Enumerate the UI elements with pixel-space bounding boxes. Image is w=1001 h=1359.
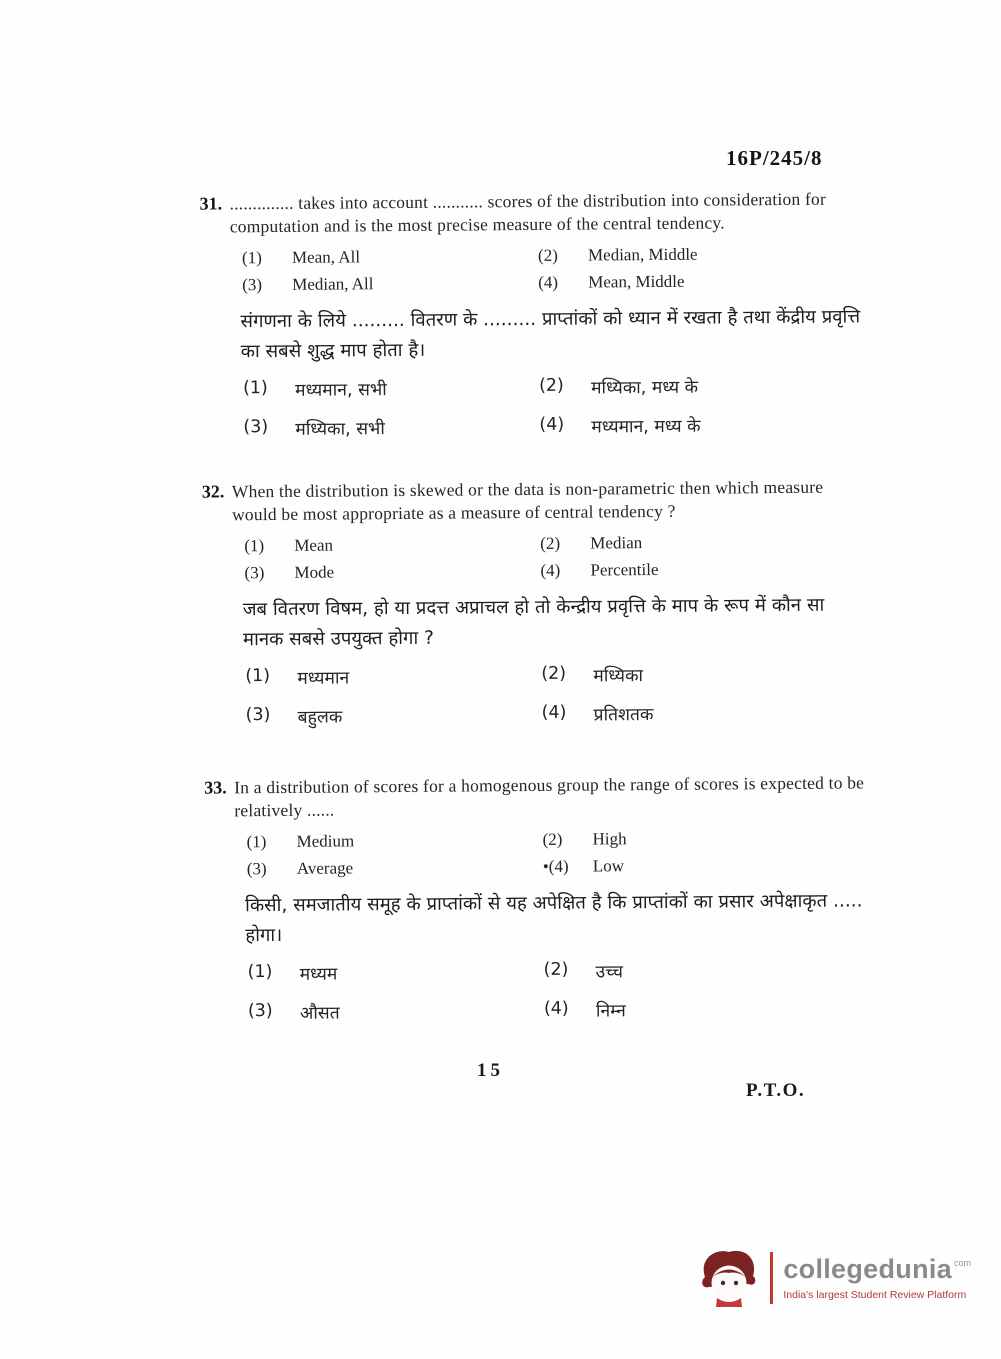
options-english (202, 531, 862, 583)
options-hindi (203, 661, 863, 729)
option-label: Low (592, 856, 625, 876)
option-label: Mean, Middle (588, 271, 685, 292)
option-label: Mode (294, 562, 335, 582)
option-marked-answer (543, 854, 865, 877)
page-number: 15 (477, 1060, 504, 1081)
option (243, 415, 539, 441)
option-number: (3) (246, 858, 267, 879)
option-number: (4) (543, 998, 569, 1019)
options-hindi (201, 373, 861, 441)
option (540, 558, 862, 581)
option-number: (2) (538, 375, 564, 396)
question-32 (202, 475, 864, 731)
option (541, 661, 863, 688)
option (544, 996, 866, 1023)
option-number: (2) (537, 245, 558, 265)
option-label: Median, All (292, 274, 374, 294)
question-text-hindi: किसी, समजातीय समूह के प्राप्तांकों से यह अपेक्षित है कि प्राप्तांकों का प्रसार अपेक्षाकृत ..... होगा। (245, 890, 863, 947)
option-label: Median (590, 532, 643, 553)
options-english (205, 827, 865, 879)
option-number: (3) (247, 1000, 273, 1022)
option (544, 957, 866, 984)
option-number: •(4) (542, 856, 569, 876)
option (247, 857, 543, 879)
option-number: (1) (247, 961, 273, 983)
option-label: Median, Middle (587, 244, 698, 265)
option (244, 561, 540, 583)
logo-text (783, 1254, 971, 1301)
option-number: (1) (244, 535, 265, 556)
option-label: Medium (296, 831, 355, 851)
option-label: मध्यिका, मध्य के (590, 377, 699, 399)
option-label: Average (296, 858, 354, 878)
option (539, 373, 861, 400)
question-number: 31. (199, 193, 223, 214)
option-label: प्रतिशतक (593, 704, 654, 726)
option-label: High (592, 829, 627, 849)
option-number: (1) (241, 247, 262, 268)
option-label: Mean (294, 535, 334, 555)
option-label: निम्न (595, 1001, 626, 1022)
brand-tagline: India's largest Student Review Platform (783, 1289, 967, 1302)
option (242, 273, 538, 295)
option-number: (2) (541, 663, 567, 684)
option (242, 246, 538, 268)
option-number: (3) (244, 562, 265, 583)
option-label: मध्यिका (593, 665, 644, 687)
option (540, 531, 862, 554)
mascot-icon (696, 1246, 760, 1310)
option (538, 243, 860, 266)
question-head (200, 187, 860, 239)
option-number: (4) (541, 702, 567, 723)
option (542, 700, 864, 727)
option (244, 534, 540, 556)
question-text-hindi: जब वितरण विषम, हो या प्रदत्त अप्राचल हो तो केन्द्रीय प्रवृत्ति के माप के रूप में कौन सा मानक सबसे उपयुक्त होगा ? (242, 594, 825, 651)
option-number: (1) (246, 831, 267, 852)
option (539, 412, 861, 439)
option-label: उच्च (595, 962, 624, 983)
option-number: (4) (540, 560, 561, 580)
options-english (200, 243, 860, 295)
option-label: Mean, All (291, 247, 361, 267)
question-text-english: In a distribution of scores for a homogenous group the range of scores is expected to be relatively ...... (234, 772, 865, 821)
question-text-english: When the distribution is skewed or the data is non-parametric then which measure would be most appropriate as a measure of central tendency ? (231, 476, 824, 525)
option (243, 376, 539, 402)
option-label: बहुलक (297, 707, 343, 728)
option-label: औसत (299, 1003, 340, 1024)
option-number: (2) (543, 959, 569, 980)
option (247, 830, 543, 852)
paper-code: 16P/245/8 (726, 146, 823, 170)
option-label: मध्यमान, मध्य के (591, 416, 701, 438)
option-label: मध्यमान (297, 668, 350, 689)
option-number: (1) (242, 377, 268, 399)
option-number: (3) (242, 274, 263, 295)
option-label: Percentile (590, 559, 659, 580)
options-hindi (206, 957, 866, 1025)
option (246, 703, 542, 729)
collegedunia-logo (696, 1246, 971, 1310)
question-number: 32. (201, 481, 225, 502)
question-text-hindi: संगणना के लिये ......... वितरण के ......... प्राप्तांकों को ध्यान में रखता है तथा केंद्रीय प्रवृत्ति का सबसे शुद्ध माप होता है। (240, 306, 861, 363)
option-number: (4) (538, 272, 559, 292)
option-number: (1) (245, 665, 271, 687)
question-text-english: .............. takes into account ........... scores of the distribution into consideration for computation and is the most precise measure of the central tendency. (229, 188, 827, 237)
option-label: मध्यिका, सभी (295, 418, 385, 440)
option-number: (3) (243, 416, 269, 438)
logo-divider (770, 1252, 773, 1304)
option (248, 999, 544, 1025)
brand-name: collegedunia (783, 1254, 952, 1285)
option-number: (4) (539, 414, 565, 435)
question-head (202, 475, 862, 527)
option-number: (3) (245, 704, 271, 726)
option (248, 960, 544, 986)
option (538, 270, 860, 293)
option (543, 827, 865, 850)
question-31 (200, 187, 862, 443)
question-head (204, 771, 864, 823)
option-number: (2) (542, 829, 563, 849)
questions-area (198, 0, 869, 1359)
question-number: 33. (204, 777, 227, 798)
option-label: मध्यमान, सभी (294, 379, 387, 401)
pto-label: P.T.O. (746, 1080, 806, 1101)
option-label: मध्यम (299, 964, 338, 985)
option (245, 664, 541, 690)
brand-tld: com (953, 1258, 971, 1269)
question-33 (204, 771, 866, 1027)
option-number: (2) (540, 533, 561, 553)
